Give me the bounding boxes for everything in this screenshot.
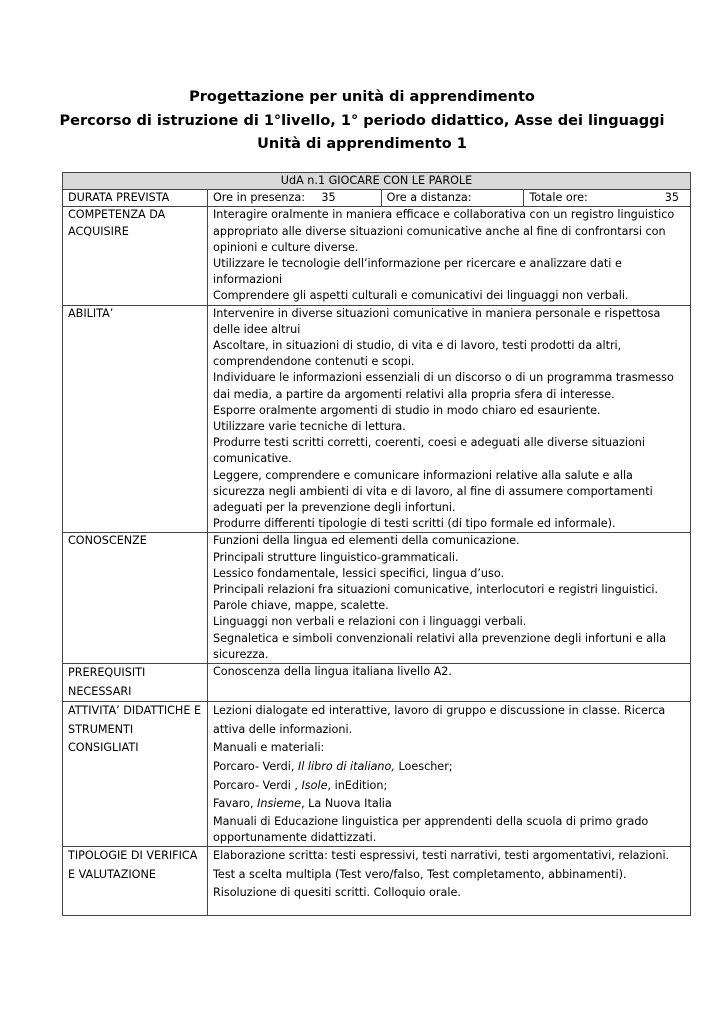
row-verifica (63, 847, 691, 916)
conoscenze-line: Principali relazioni fra situazioni comunicative, interlocutori e registri linguistici. (213, 583, 659, 597)
conoscenze-content (208, 533, 691, 664)
conoscenze-line: Linguaggi non verbali e relazioni con i linguaggi verbali. (213, 615, 527, 629)
presenza-label: Ore in presenza: (213, 191, 305, 205)
prerequisiti-label: PREREQUISITI NECESSARI (63, 664, 208, 702)
document-title-block (0, 86, 724, 157)
durata-values (208, 190, 691, 207)
competenza-line: Interagire oralmente in maniera efficace e collaborativa con un registro linguistico appropriato alle diverse situazioni comunicative anche al fine di confrontarsi con opinioni e culture diverse. (213, 208, 675, 254)
row-abilita (63, 305, 691, 533)
row-durata (63, 190, 691, 207)
attivita-label: ATTIVITA’ DIDATTICHE E STRUMENTI CONSIGLIATI (63, 702, 208, 847)
competenza-label: COMPETENZA DA ACQUISIRE (63, 207, 208, 305)
abilita-line: Leggere, comprendere e comunicare informazioni relative alla salute e alla sicurezza negli ambienti di vita e di lavoro, al fine di assumere comportamenti adeguati per la prevenzione degli infortuni. (213, 468, 653, 515)
book-title: Isole (301, 778, 328, 792)
book-publisher: , La Nuova Italia (301, 797, 392, 811)
uda-table (62, 172, 691, 916)
book-author: Porcaro- Verdi , (213, 778, 302, 792)
attivita-intro: Lezioni dialogate ed interattive, lavoro di gruppo e discussione in classe. Ricerca attiva delle informazioni. (213, 704, 666, 736)
conoscenze-line: Principali strutture linguistico-grammaticali. (213, 550, 459, 564)
conoscenze-line: Lessico fondamentale, lessici specifici, lingua d’uso. (213, 566, 505, 580)
title-line-1: Progettazione per unità di apprendimento (189, 89, 535, 105)
book-title: Il libro di italiano, (297, 760, 395, 774)
attivita-manuali: Manuali e materiali: (213, 741, 325, 755)
abilita-content (208, 305, 691, 533)
competenza-content (208, 207, 691, 305)
verifica-content: Elaborazione scritta: testi espressivi, testi narrativi, testi argomentativi, relazioni. Test a scelta multipla (Test vero/falso, Test completamento, abbinamenti). Risoluzione di quesiti scritti. Colloquio orale. (208, 847, 691, 916)
abilita-line: Esporre oralmente argomenti di studio in modo chiaro ed esauriente. (213, 403, 601, 417)
conoscenze-line: Funzioni della lingua ed elementi della comunicazione. (213, 534, 520, 548)
row-attivita (63, 702, 691, 847)
abilita-line: Produrre testi scritti corretti, coerenti, coesi e adeguati alle diverse situazioni comunicative. (213, 436, 645, 466)
attivita-book-3 (213, 795, 685, 814)
book-author: Favaro, (213, 797, 258, 811)
verifica-label: TIPOLOGIE DI VERIFICA E VALUTAZIONE (63, 847, 208, 916)
title-line-2: Percorso di istruzione di 1°livello, 1° periodo didattico, Asse dei linguaggi (59, 112, 665, 129)
book-publisher: , inEdition; (327, 778, 388, 792)
row-conoscenze (63, 533, 691, 664)
totale-label: Totale ore: (529, 191, 588, 205)
abilita-line: Individuare le informazioni essenziali di un discorso o di un programma trasmesso dai media, a partire da argomenti relativi alla propria sfera di interesse. (213, 371, 674, 401)
prerequisiti-content: Conoscenza della lingua italiana livello A2. (208, 664, 691, 702)
row-competenza (63, 207, 691, 305)
abilita-line: Utilizzare varie tecniche di lettura. (213, 420, 406, 434)
durata-label: DURATA PREVISTA (63, 190, 208, 207)
distanza-label: Ore a distanza: (386, 191, 472, 205)
abilita-label: ABILITA’ (63, 305, 208, 533)
book-author: Porcaro- Verdi, (213, 760, 298, 774)
abilita-line: Produrre differenti tipologie di testi scritti (di tipo formale ed informale). (213, 517, 616, 531)
attivita-content (208, 702, 691, 847)
abilita-line: Ascoltare, in situazioni di studio, di vita e di lavoro, testi prodotti da altri, comprendendone contenuti e scopi. (213, 339, 622, 369)
uda-header: UdA n.1 GIOCARE CON LE PAROLE (63, 173, 691, 190)
abilita-line: Intervenire in diverse situazioni comunicative in maniera personale e rispettosa delle idee altrui (213, 306, 661, 336)
totale-value: 35 (664, 191, 680, 205)
conoscenze-line: Segnaletica e simboli convenzionali relativi alla prevenzione degli infortuni e alla sicurezza. (213, 631, 667, 661)
attivita-book-1 (213, 758, 685, 777)
row-prerequisiti (63, 664, 691, 702)
book-title: Insieme (257, 797, 302, 811)
competenza-line: Comprendere gli aspetti culturali e comunicativi dei linguaggi non verbali. (213, 289, 629, 303)
conoscenze-line: Parole chiave, mappe, scalette. (213, 599, 389, 613)
conoscenze-label: CONOSCENZE (63, 533, 208, 664)
competenza-line: Utilizzare le tecnologie dell’informazione per ricercare e analizzare dati e informazioni (213, 257, 622, 287)
book-publisher: Loescher; (394, 760, 453, 774)
attivita-book-2 (213, 777, 685, 796)
presenza-value: 35 (321, 191, 336, 205)
title-line-3: Unità di apprendimento 1 (257, 136, 467, 152)
attivita-extra: Manuali di Educazione linguistica per apprendenti della scuola di primo grado opportunamente didattizzati. (213, 814, 649, 845)
